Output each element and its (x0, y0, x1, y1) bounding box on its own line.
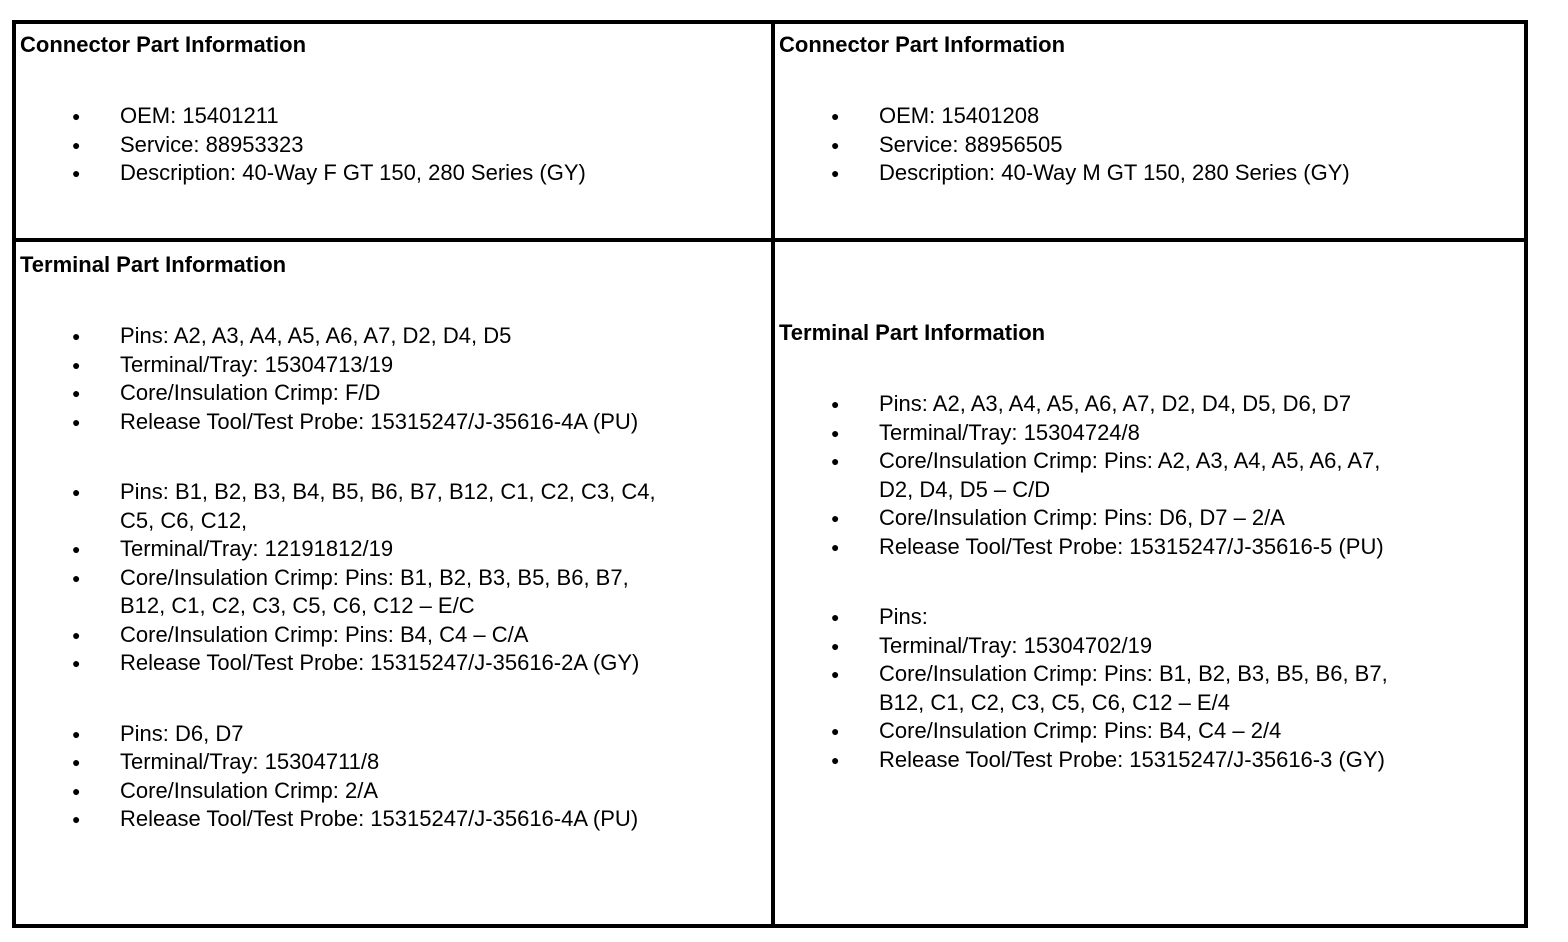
connector-list (16, 102, 586, 188)
connector-info-cell-left (16, 24, 771, 238)
list-item: ● Core/Insulation Crimp: Pins: B1, B2, B3, B5, B6, B7, B12, C1, C2, C3, C5, C6, C12 – E/C (16, 564, 665, 621)
connector-list (775, 102, 1350, 188)
list-item: ● Release Tool/Test Probe: 15315247/J-35616-5 (PU) (775, 533, 1524, 562)
list-item: ● Pins: B1, B2, B3, B4, B5, B6, B7, B12, C1, C2, C3, C4, C5, C6, C12, (16, 478, 660, 535)
list-item: ● Description: 40-Way F GT 150, 280 Series (GY) (16, 159, 586, 188)
connector-header: Connector Part Information (779, 32, 1066, 57)
list-item: ● Pins: D6, D7 (16, 720, 771, 749)
part-info-table (12, 20, 1528, 928)
terminal-list (775, 390, 1524, 774)
list-item: ● Terminal/Tray: 15304724/8 (775, 419, 1524, 448)
list-item: ● Core/Insulation Crimp: Pins: B4, C4 – C/A (16, 621, 771, 650)
list-item: ● Terminal/Tray: 12191812/19 (16, 535, 771, 564)
list-item: ● Core/Insulation Crimp: 2/A (16, 777, 771, 806)
list-item: ● Core/Insulation Crimp: Pins: A2, A3, A4, A5, A6, A7, D2, D4, D5 – C/D (775, 447, 1414, 504)
terminal-info-cell-right (775, 242, 1524, 924)
list-item: ● Terminal/Tray: 15304711/8 (16, 748, 771, 777)
list-item: ● Core/Insulation Crimp: Pins: B1, B2, B3, B5, B6, B7, B12, C1, C2, C3, C5, C6, C12 – E/4 (775, 660, 1424, 717)
list-item: ● Pins: A2, A3, A4, A5, A6, A7, D2, D4, D5, D6, D7 (775, 390, 1524, 419)
list-item: ● Description: 40-Way M GT 150, 280 Series (GY) (775, 159, 1350, 188)
list-item: ● Release Tool/Test Probe: 15315247/J-35616-4A (PU) (16, 408, 771, 437)
list-item: ● OEM: 15401211 (16, 102, 586, 131)
terminal-header: Terminal Part Information (20, 252, 287, 277)
list-item: ● Core/Insulation Crimp: Pins: B4, C4 – 2/4 (775, 717, 1524, 746)
list-item: ● Release Tool/Test Probe: 15315247/J-35616-2A (GY) (16, 649, 771, 678)
list-item: ● Core/Insulation Crimp: Pins: D6, D7 – 2/A (775, 504, 1524, 533)
list-item: ● Release Tool/Test Probe: 15315247/J-35616-3 (GY) (775, 746, 1524, 775)
list-item: ● Terminal/Tray: 15304713/19 (16, 351, 771, 380)
list-item: ● Terminal/Tray: 15304702/19 (775, 632, 1524, 661)
terminal-header: Terminal Part Information (779, 320, 1046, 345)
list-item: ● Pins: (775, 603, 1524, 632)
list-item: ● Release Tool/Test Probe: 15315247/J-35616-4A (PU) (16, 805, 771, 834)
list-item: ● Core/Insulation Crimp: F/D (16, 379, 771, 408)
list-item: ● Service: 88956505 (775, 131, 1350, 160)
list-item: ● Pins: A2, A3, A4, A5, A6, A7, D2, D4, D5 (16, 322, 771, 351)
list-item: ● Service: 88953323 (16, 131, 586, 160)
list-item: ● OEM: 15401208 (775, 102, 1350, 131)
terminal-info-cell-left (16, 242, 771, 924)
connector-header: Connector Part Information (20, 32, 307, 57)
connector-info-cell-right (775, 24, 1524, 238)
terminal-list (16, 322, 771, 834)
